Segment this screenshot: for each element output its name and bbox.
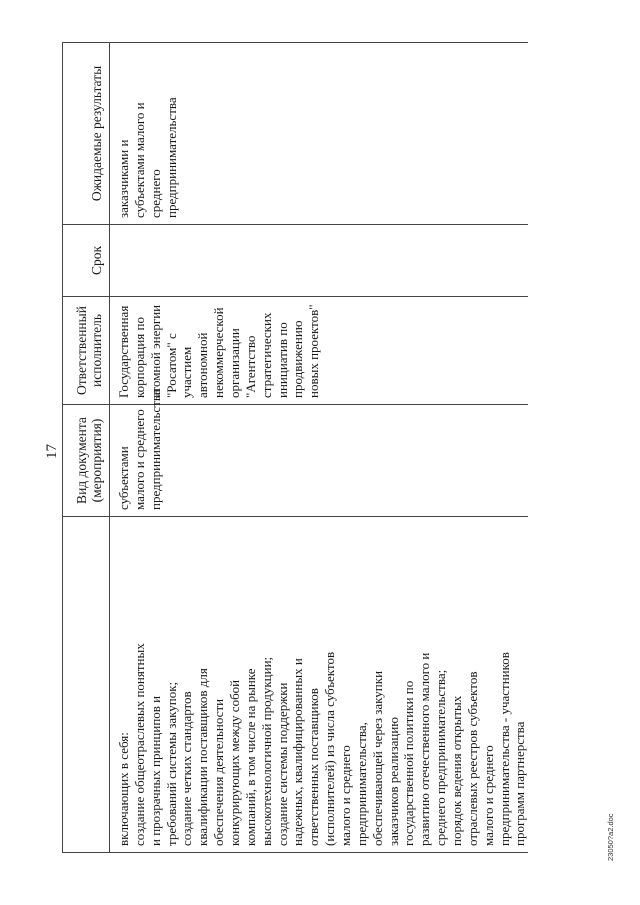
cell-text-line: малого и среднего	[131, 409, 147, 510]
page-number: 17	[44, 444, 60, 459]
cell-text-line: заказчиков реализацию	[385, 717, 401, 846]
cell-text-line: обеспечивающей через закупки	[369, 670, 385, 846]
cell-text-line: организации	[227, 328, 243, 398]
header-deadline: Срок	[63, 225, 110, 297]
cell-text-line: программ партнерства	[512, 721, 528, 846]
cell-text-line: высокотехнологичной продукции;	[258, 656, 274, 846]
cell-text-line: автономной	[195, 332, 211, 398]
cell-text-line: предпринимательства	[163, 97, 179, 218]
cell-text-line: инициатив по	[274, 322, 290, 398]
cell-text-line: среднего	[147, 169, 163, 218]
cell-text-line: порядок ведения открытых	[449, 695, 465, 846]
cell-text-line: государственной политики по	[401, 680, 417, 846]
header-measure	[63, 517, 110, 853]
header-document-type: Вид документа (мероприятия)	[63, 405, 110, 517]
cell-text-line: конкурирующих между собой	[227, 679, 243, 846]
cell-text-line: малого и среднего	[480, 745, 496, 846]
cell-text-line: продвижению	[290, 320, 306, 398]
cell-results	[110, 43, 529, 225]
cell-text-line: Государственная	[116, 305, 131, 398]
cell-text-line: квалификации поставщиков для	[195, 668, 211, 846]
cell-text-line: предпринимательства	[147, 389, 163, 510]
cell-text-line: "Росатом" с	[163, 333, 179, 398]
cell-text-line: корпорация по	[131, 317, 147, 398]
cell-document-type	[110, 389, 529, 517]
cell-text-line: субъектами малого и	[131, 102, 147, 218]
cell-text-line: ответственных поставщиков	[306, 688, 322, 846]
cell-text-line: включающих в себя:	[116, 732, 131, 846]
cell-text-line: субъектами	[116, 446, 131, 510]
header-results: Ожидаемые результаты	[63, 43, 110, 225]
cell-text-line: требований системы закупок;	[163, 681, 179, 846]
cell-text-line: создание общеотраслевых понятных	[131, 643, 147, 846]
cell-measure	[110, 517, 529, 853]
header-executor: Ответственный исполнитель	[63, 297, 110, 405]
table-row	[110, 43, 529, 853]
cell-text-line: обеспечения деятельности	[211, 698, 227, 846]
cell-text-line: некоммерческой	[211, 307, 227, 398]
cell-text-line: надежных, квалифицированных и	[290, 658, 306, 846]
cell-text-line: и прозрачных принципов и	[147, 695, 163, 846]
cell-text-line: создание четких стандартов	[179, 691, 195, 846]
cell-text-line: развитию отечественного малого и	[417, 652, 433, 846]
cell-text-line: стратегических	[258, 312, 274, 398]
footer-file-code: 23050?a2.doc	[606, 813, 615, 861]
cell-text-line: отраслевых реестров субъектов	[464, 671, 480, 846]
cell-text-line: компаний, в том числе на рынке	[242, 668, 258, 846]
cell-deadline	[110, 225, 529, 297]
cell-text-line: заказчиками и	[116, 139, 131, 218]
cell-text-line: "Агентство	[242, 335, 258, 398]
cell-executor	[110, 297, 529, 405]
cell-text-line: малого и среднего	[338, 745, 354, 846]
table-header-row	[63, 43, 110, 853]
cell-text-line: атомной энергии	[147, 304, 163, 398]
cell-text-line: участием	[179, 346, 195, 398]
cell-text-line: новых проектов"	[306, 304, 322, 398]
cell-text-line: (исполнителей) из числа субъектов	[322, 651, 338, 846]
measures-table	[62, 42, 528, 853]
cell-text-line: предпринимательства - участников	[496, 652, 512, 846]
cell-text-line: среднего предпринимательства;	[433, 669, 449, 846]
cell-text-line: создание системы поддержки	[274, 682, 290, 846]
cell-text-line: предпринимательства,	[353, 722, 369, 846]
